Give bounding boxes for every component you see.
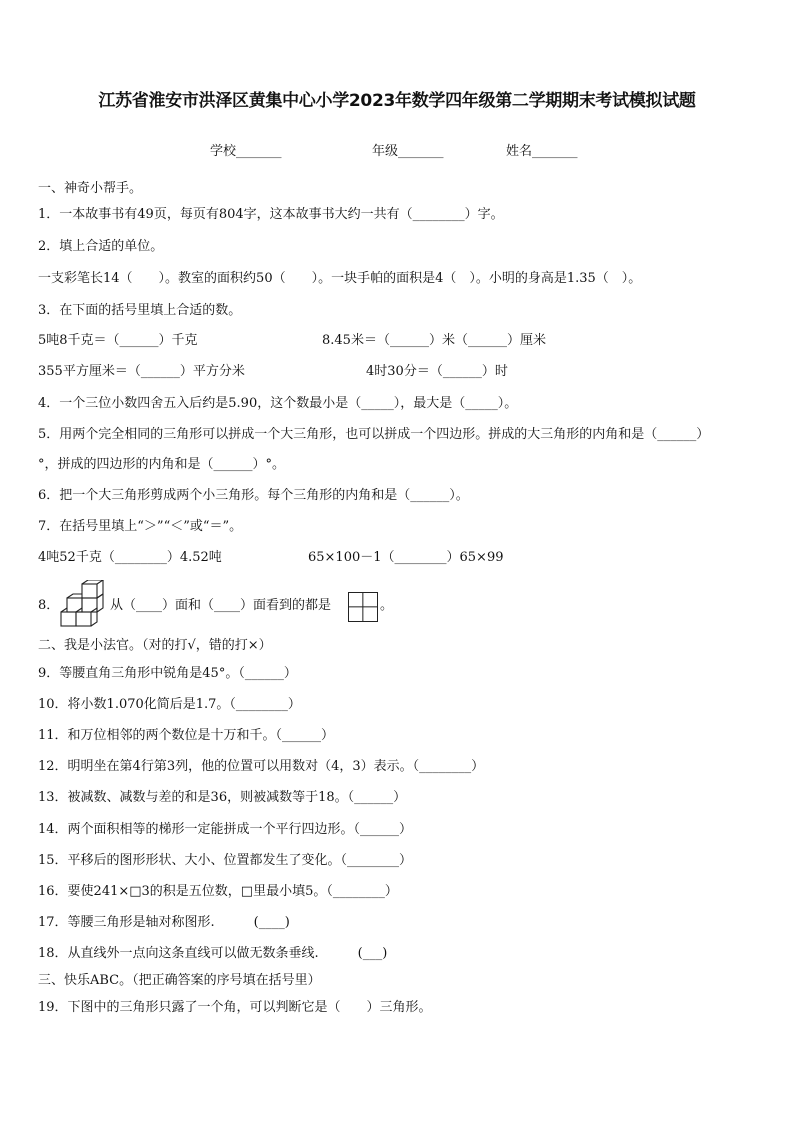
question-2: 2．填上合适的单位。 <box>38 239 164 254</box>
question-14: 14．两个面积相等的梯形一定能拼成一个平行四边形。（______） <box>38 822 413 837</box>
question-8-number: 8． <box>38 598 60 613</box>
cube-stack-figure <box>60 580 110 628</box>
question-7a: 4吨52千克（________）4.52吨 <box>38 550 222 565</box>
name-field[interactable]: 姓名_______ <box>506 144 578 159</box>
question-8-end: 。 <box>380 598 394 613</box>
page-title: 江苏省淮安市洪泽区黄集中心小学2023年数学四年级第二学期期末考试模拟试题 <box>98 91 696 111</box>
question-6: 6．把一个大三角形剪成两个小三角形。每个三角形的内角和是（______）。 <box>38 488 469 503</box>
question-3c: 355平方厘米＝（______）平方分米 <box>38 364 245 379</box>
section-heading-1: 一、神奇小帮手。 <box>38 181 143 196</box>
section-heading-3: 三、快乐ABC。（把正确答案的序号填在括号里） <box>38 973 321 988</box>
question-19: 19．下图中的三角形只露了一个角，可以判断它是（ ）三角形。 <box>38 1000 432 1015</box>
question-16: 16．要使241×□3的积是五位数，□里最小填5。（________） <box>38 884 398 899</box>
question-12: 12．明明坐在第4行第3列，他的位置可以用数对（4，3）表示。（________） <box>38 759 485 774</box>
question-1: 1．一本故事书有49页，每页有804字，这本故事书大约一共有（________）字。 <box>38 207 504 222</box>
question-5-continued: °，拼成的四边形的内角和是（______）°。 <box>38 457 286 472</box>
section-heading-2: 二、我是小法官。（对的打√，错的打×） <box>38 638 272 653</box>
question-10: 10．将小数1.070化简后是1.7。（________） <box>38 697 301 712</box>
question-7b: 65×100－1（________）65×99 <box>308 550 504 565</box>
question-2-items: 一支彩笔长14（ ）。教室的面积约50（ ）。一块手帕的面积是4（ ）。小明的身高是1.35（ ）。 <box>38 271 642 286</box>
question-7: 7．在括号里填上“＞”“＜”或“＝”。 <box>38 519 243 534</box>
grade-field[interactable]: 年级_______ <box>372 144 444 159</box>
question-8-text: 从（____）面和（____）面看到的都是 <box>110 598 332 613</box>
question-3d: 4时30分＝（______）时 <box>366 364 508 379</box>
question-11: 11．和万位相邻的两个数位是十万和千。（______） <box>38 728 335 743</box>
question-15: 15．平移后的图形形状、大小、位置都发生了变化。（________） <box>38 853 413 868</box>
question-3: 3．在下面的括号里填上合适的数。 <box>38 303 242 318</box>
school-field[interactable]: 学校_______ <box>210 144 282 159</box>
question-9: 9．等腰直角三角形中锐角是45°。（______） <box>38 666 297 681</box>
question-3a: 5吨8千克＝（______）千克 <box>38 333 198 348</box>
question-18: 18．从直线外一点向这条直线可以做无数条垂线. (___) <box>38 946 388 961</box>
question-5: 5．用两个完全相同的三角形可以拼成一个大三角形，也可以拼成一个四边形。拼成的大三角形的内角和是（______） <box>38 427 710 442</box>
student-info-row <box>0 140 794 160</box>
question-13: 13．被减数、减数与差的和是36，则被减数等于18。（______） <box>38 790 407 805</box>
question-3b: 8.45米＝（______）米（______）厘米 <box>322 333 546 348</box>
question-17: 17．等腰三角形是轴对称图形. (____) <box>38 915 290 930</box>
square-view-figure <box>348 592 378 622</box>
question-4: 4．一个三位小数四舍五入后约是5.90，这个数最小是（_____），最大是（_____）。 <box>38 396 518 411</box>
